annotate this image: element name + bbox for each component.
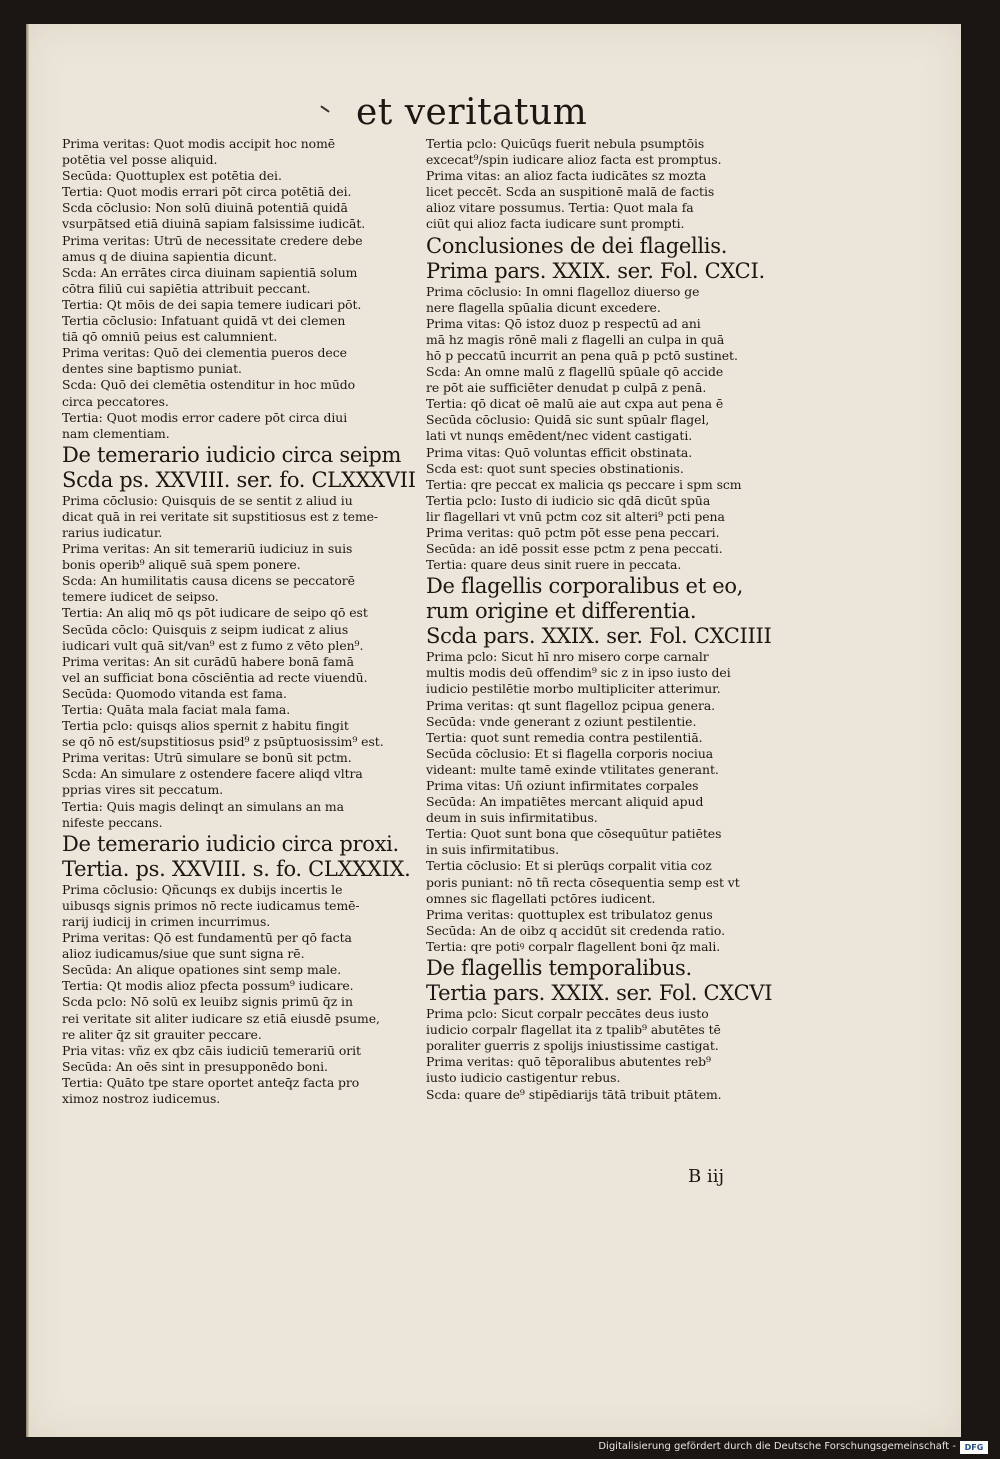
text-line: lir flagellari vt vnū pctm coz sit alteri⁹ pcti pena	[426, 508, 725, 524]
digitization-credit: Digitalisierung gefördert durch die Deutsche Forschungsgemeinschaft -	[598, 1441, 956, 1452]
text-line: Secūda: an idē possit esse pctm z pena peccati.	[426, 541, 723, 557]
text-line: ciūt qui alioz facta iudicare sunt prompti.	[426, 216, 685, 232]
text-line: Scda: An humilitatis causa dicens se peccatorē	[62, 573, 355, 589]
text-line: Prima pclo: Sicut hī nro misero corpe carnalr	[426, 649, 709, 665]
text-line: ximoz nostroz iudicemus.	[62, 1090, 221, 1106]
text-line: Prima veritas: Quot modis accipit hoc nomē	[62, 136, 336, 151]
text-line: hō p peccatū incurrit an pena quā p pctō sustinet.	[426, 347, 738, 363]
text-line: re pōt aie sufficiēter denudat p culpā z penā.	[426, 380, 707, 396]
section-heading: Conclusiones de dei flagellis.	[426, 233, 728, 258]
text-line: temere iudicet de seipso.	[62, 589, 219, 605]
section-heading: De temerario iudicio circa proxi.	[62, 831, 399, 856]
dfg-logo: DFG	[960, 1441, 988, 1454]
text-line: se qō nō est/supstitiosus psid⁹ z psūptuosissim⁹ est.	[62, 734, 384, 750]
text-line: Tertia pclo: quisqs alios spernit z habitu fingit	[62, 718, 349, 734]
text-line: Secūda cōclusio: Et si flagella corporis nociua	[426, 745, 714, 761]
text-line: multis modis deū offendim⁹ sic z in ipso iusto dei	[426, 665, 731, 681]
text-line: dentes sine baptismo puniat.	[62, 361, 242, 377]
text-line: Scda cōclusio: Non solū diuinā potentiā quidā	[62, 200, 348, 216]
section-heading: De temerario iudicio circa seipm	[62, 442, 402, 467]
text-line: re aliter q̄z sit grauiter peccare.	[62, 1026, 262, 1042]
text-line: Tertia: qō dicat oē malū aie aut cxpa aut pena ē	[426, 396, 724, 412]
section-heading: Prima pars. XXIX. ser. Fol. CXCI.	[426, 258, 765, 283]
text-line: Prima vitas: Quō voluntas efficit obstinata.	[426, 444, 693, 460]
text-line: Prima cōclusio: In omni flagelloz diuerso ge	[426, 283, 700, 299]
text-line: Scda: An errātes circa diuinam sapientiā solum	[62, 264, 358, 280]
text-line: Secūda: Quomodo vitanda est fama.	[62, 685, 287, 701]
text-line: Scda: An omne malū z flagellū spūale qō accide	[426, 364, 724, 380]
text-line: amus q de diuina sapientia dicunt.	[62, 248, 277, 264]
text-line: Tertia: quot sunt remedia contra pestilentiā.	[426, 729, 703, 745]
text-line: Tertia: Quot modis error cadere pōt circa diui	[62, 409, 348, 425]
section-heading: rum origine et differentia.	[426, 599, 697, 624]
section-heading: De flagellis temporalibus.	[426, 956, 692, 981]
text-line: Scda: Quō dei clemētia ostenditur in hoc mūdo	[62, 377, 356, 393]
text-line: pprias vires sit peccatum.	[62, 782, 224, 798]
text-line: Tertia: An aliq mō qs pōt iudicare de seipo qō est	[62, 605, 368, 621]
text-line: excecat⁹/spin iudicare alioz facta est promptus.	[426, 152, 722, 168]
text-line: Tertia cōclusio: Et si plerūqs corpalit vitia coz	[426, 858, 712, 874]
text-line: iudicio corpalr flagellat ita z tpalib⁹ abutētes tē	[426, 1022, 721, 1038]
text-line: iudicio pestilētie morbo multipliciter atterimur.	[426, 681, 721, 697]
text-line: Secūda: An impatiētes mercant aliquid apud	[426, 794, 704, 810]
text-line: tiā qō omniū peius est calumnient.	[62, 329, 278, 345]
text-line: licet peccēt. Scda an suspitionē malā de factis	[426, 184, 715, 200]
text-line: Scda: An simulare z ostendere facere aliqd vltra	[62, 766, 363, 782]
text-line: alioz vitare possumus. Tertia: Quot mala fa	[426, 200, 694, 216]
text-line: Tertia: Qt modis alioz pfecta possum⁹ iudicare.	[62, 978, 354, 994]
section-heading: De flagellis corporalibus et eo,	[426, 574, 744, 599]
text-line: Pria vitas: vñz ex qbz cāis iudiciū temerariū orit	[62, 1042, 361, 1058]
text-line: Prima veritas: Utrū simulare se bonū sit pctm.	[62, 750, 352, 766]
text-line: Prima veritas: An sit curādū habere bonā famā	[62, 653, 354, 669]
page-edge	[26, 24, 29, 1437]
text-line: iudicari vult quā sit/van⁹ est z fumo z vēto plen⁹.	[62, 637, 364, 653]
running-head: et veritatum	[356, 92, 588, 133]
text-line: Tertia cōclusio: Infatuant quidā vt dei clemen	[62, 313, 346, 329]
text-line: circa peccatores.	[62, 393, 169, 409]
signature-mark: B iij	[688, 1166, 725, 1187]
text-line: mā hz magis rōnē mali z flagelli an culpa in quā	[426, 331, 725, 347]
text-line: Prima vitas: Uñ oziunt infirmitates corpales	[426, 778, 699, 793]
text-line: videant: multe tamē exinde vtilitates generant.	[426, 761, 719, 777]
section-heading: Tertia pars. XXIX. ser. Fol. CXCVI	[426, 981, 773, 1006]
text-line: vel an sufficiat bona cōsciēntia ad recte viuendū.	[62, 669, 368, 685]
text-line: Prima veritas: quottuplex est tribulatoz genus	[426, 906, 713, 922]
text-line: Tertia: qre potiꝰ corpalr flagellent boni q̄z mali.	[426, 938, 721, 954]
text-line: Secūda: An alique opationes sint semp male.	[62, 962, 342, 978]
text-line: lati vt nunqs emēdent/nec vident castigati.	[426, 428, 693, 444]
text-line: nam clementiam.	[62, 425, 170, 441]
text-line: rarij iudicij in crimen incurrimus.	[62, 913, 271, 929]
text-line: Tertia: qre peccat ex malicia qs peccare i spm scm	[426, 476, 742, 492]
text-line: Prima veritas: quō tēporalibus abutentes reb⁹	[426, 1054, 711, 1070]
text-line: Secūda: An oēs sint in presupponēdo boni.	[62, 1058, 328, 1074]
text-line: Tertia: Quot sunt bona que cōsequūtur patiētes	[426, 826, 722, 842]
text-line: in suis infirmitatibus.	[426, 842, 559, 858]
text-line: vsurpātsed etiā diuinā sapiam falsissime iudicāt.	[62, 216, 366, 232]
text-line: Prima pclo: Sicut corpalr peccātes deus iusto	[426, 1006, 709, 1022]
text-line: Prima veritas: qt sunt flagelloz pcipua genera.	[426, 697, 716, 713]
text-line: Tertia: Quāta mala faciat mala fama.	[62, 702, 291, 717]
text-line: Prima cōclusio: Quisquis de se sentit z aliud iu	[62, 492, 353, 508]
text-line: uibusqs signis primos nō recte iudicamus temē-	[62, 897, 360, 913]
text-line: omnes sic flagellati pctōres iudicent.	[426, 890, 656, 906]
text-line: Prima veritas: Utrū de necessitate credere debe	[62, 232, 363, 248]
text-line: Tertia pclo: Quicūqs fuerit nebula psumptōis	[426, 136, 705, 151]
text-line: Tertia: Quāto tpe stare oportet anteq̄z facta pro	[62, 1074, 360, 1090]
right-column	[426, 136, 804, 1103]
text-line: iusto iudicio castigentur rebus.	[426, 1070, 621, 1086]
text-line: Secūda: An de oibz q accidūt sit credenda ratio.	[426, 922, 725, 938]
text-line: Secūda: vnde generant z oziunt pestilentie.	[426, 713, 697, 729]
text-line: poraliter guerris z spolijs iniustissime castigat.	[426, 1038, 719, 1054]
text-line: Secūda: Quottuplex est potētia dei.	[62, 168, 282, 184]
text-line: bonis operib⁹ aliquē suā spem ponere.	[62, 557, 301, 573]
text-line: cōtra filiū cui sapiētia attribuit peccant.	[62, 280, 311, 296]
text-line: Prima veritas: quō pctm pōt esse pena peccari.	[426, 524, 720, 540]
text-line: poris puniant: nō tñ recta cōsequentia semp est vt	[426, 874, 740, 890]
text-line: nifeste peccans.	[62, 814, 163, 830]
text-line: Tertia pclo: Iusto di iudicio sic qdā dicūt spūa	[426, 492, 711, 508]
text-line: Prima vitas: Qō istoz duoz p respectū ad ani	[426, 315, 701, 331]
section-heading: Scda ps. XXVIII. ser. fo. CLXXXVII	[62, 467, 416, 492]
text-line: Prima veritas: Qō est fundamentū per qō facta	[62, 930, 352, 946]
text-line: dicat quā in rei veritate sit supstitiosus est z teme-	[62, 508, 379, 524]
text-line: Prima vitas: an alioz facta iudicātes sz mozta	[426, 168, 707, 184]
text-line: deum in suis infirmitatibus.	[426, 810, 598, 826]
text-line: Scda est: quot sunt species obstinationis.	[426, 460, 684, 476]
text-line: Scda: quare de⁹ stipēdiarijs tātā tribuit ptātem.	[426, 1086, 722, 1102]
section-heading: Scda pars. XXIX. ser. Fol. CXCIIII	[426, 624, 772, 649]
text-line: rarius iudicatur.	[62, 524, 163, 540]
text-line: Secūda cōclusio: Quidā sic sunt spūalr flagel,	[426, 412, 710, 428]
left-column	[62, 136, 432, 1107]
text-line: rei veritate sit aliter iudicare sz etiā eiusdē psume,	[62, 1010, 380, 1026]
text-line: potētia vel posse aliquid.	[62, 152, 218, 168]
text-line: alioz iudicamus/siue que sunt signa rē.	[62, 946, 305, 962]
text-line: Tertia: Quis magis delinqt an simulans an ma	[62, 798, 344, 814]
text-line: Prima veritas: An sit temerariū iudiciuz in suis	[62, 541, 353, 557]
text-line: Prima veritas: Quō dei clementia pueros dece	[62, 345, 347, 361]
text-line: Scda pclo: Nō solū ex leuibz signis primū q̄z in	[62, 994, 353, 1010]
text-line: Tertia: Quot modis errari pōt circa potētiā dei.	[62, 184, 352, 200]
text-line: Tertia: Qt mōis de dei sapia temere iudicari pōt.	[62, 296, 362, 312]
text-line: nere flagella spūalia dicunt excedere.	[426, 299, 661, 315]
section-heading: Tertia. ps. XXVIII. s. fo. CLXXXIX.	[62, 856, 411, 881]
text-line: Prima cōclusio: Qñcunqs ex dubijs incertis le	[62, 881, 343, 897]
text-line: Secūda cōclo: Quisquis z seipm iudicat z alius	[62, 621, 349, 637]
text-line: Tertia: quare deus sinit ruere in peccata.	[426, 557, 682, 573]
